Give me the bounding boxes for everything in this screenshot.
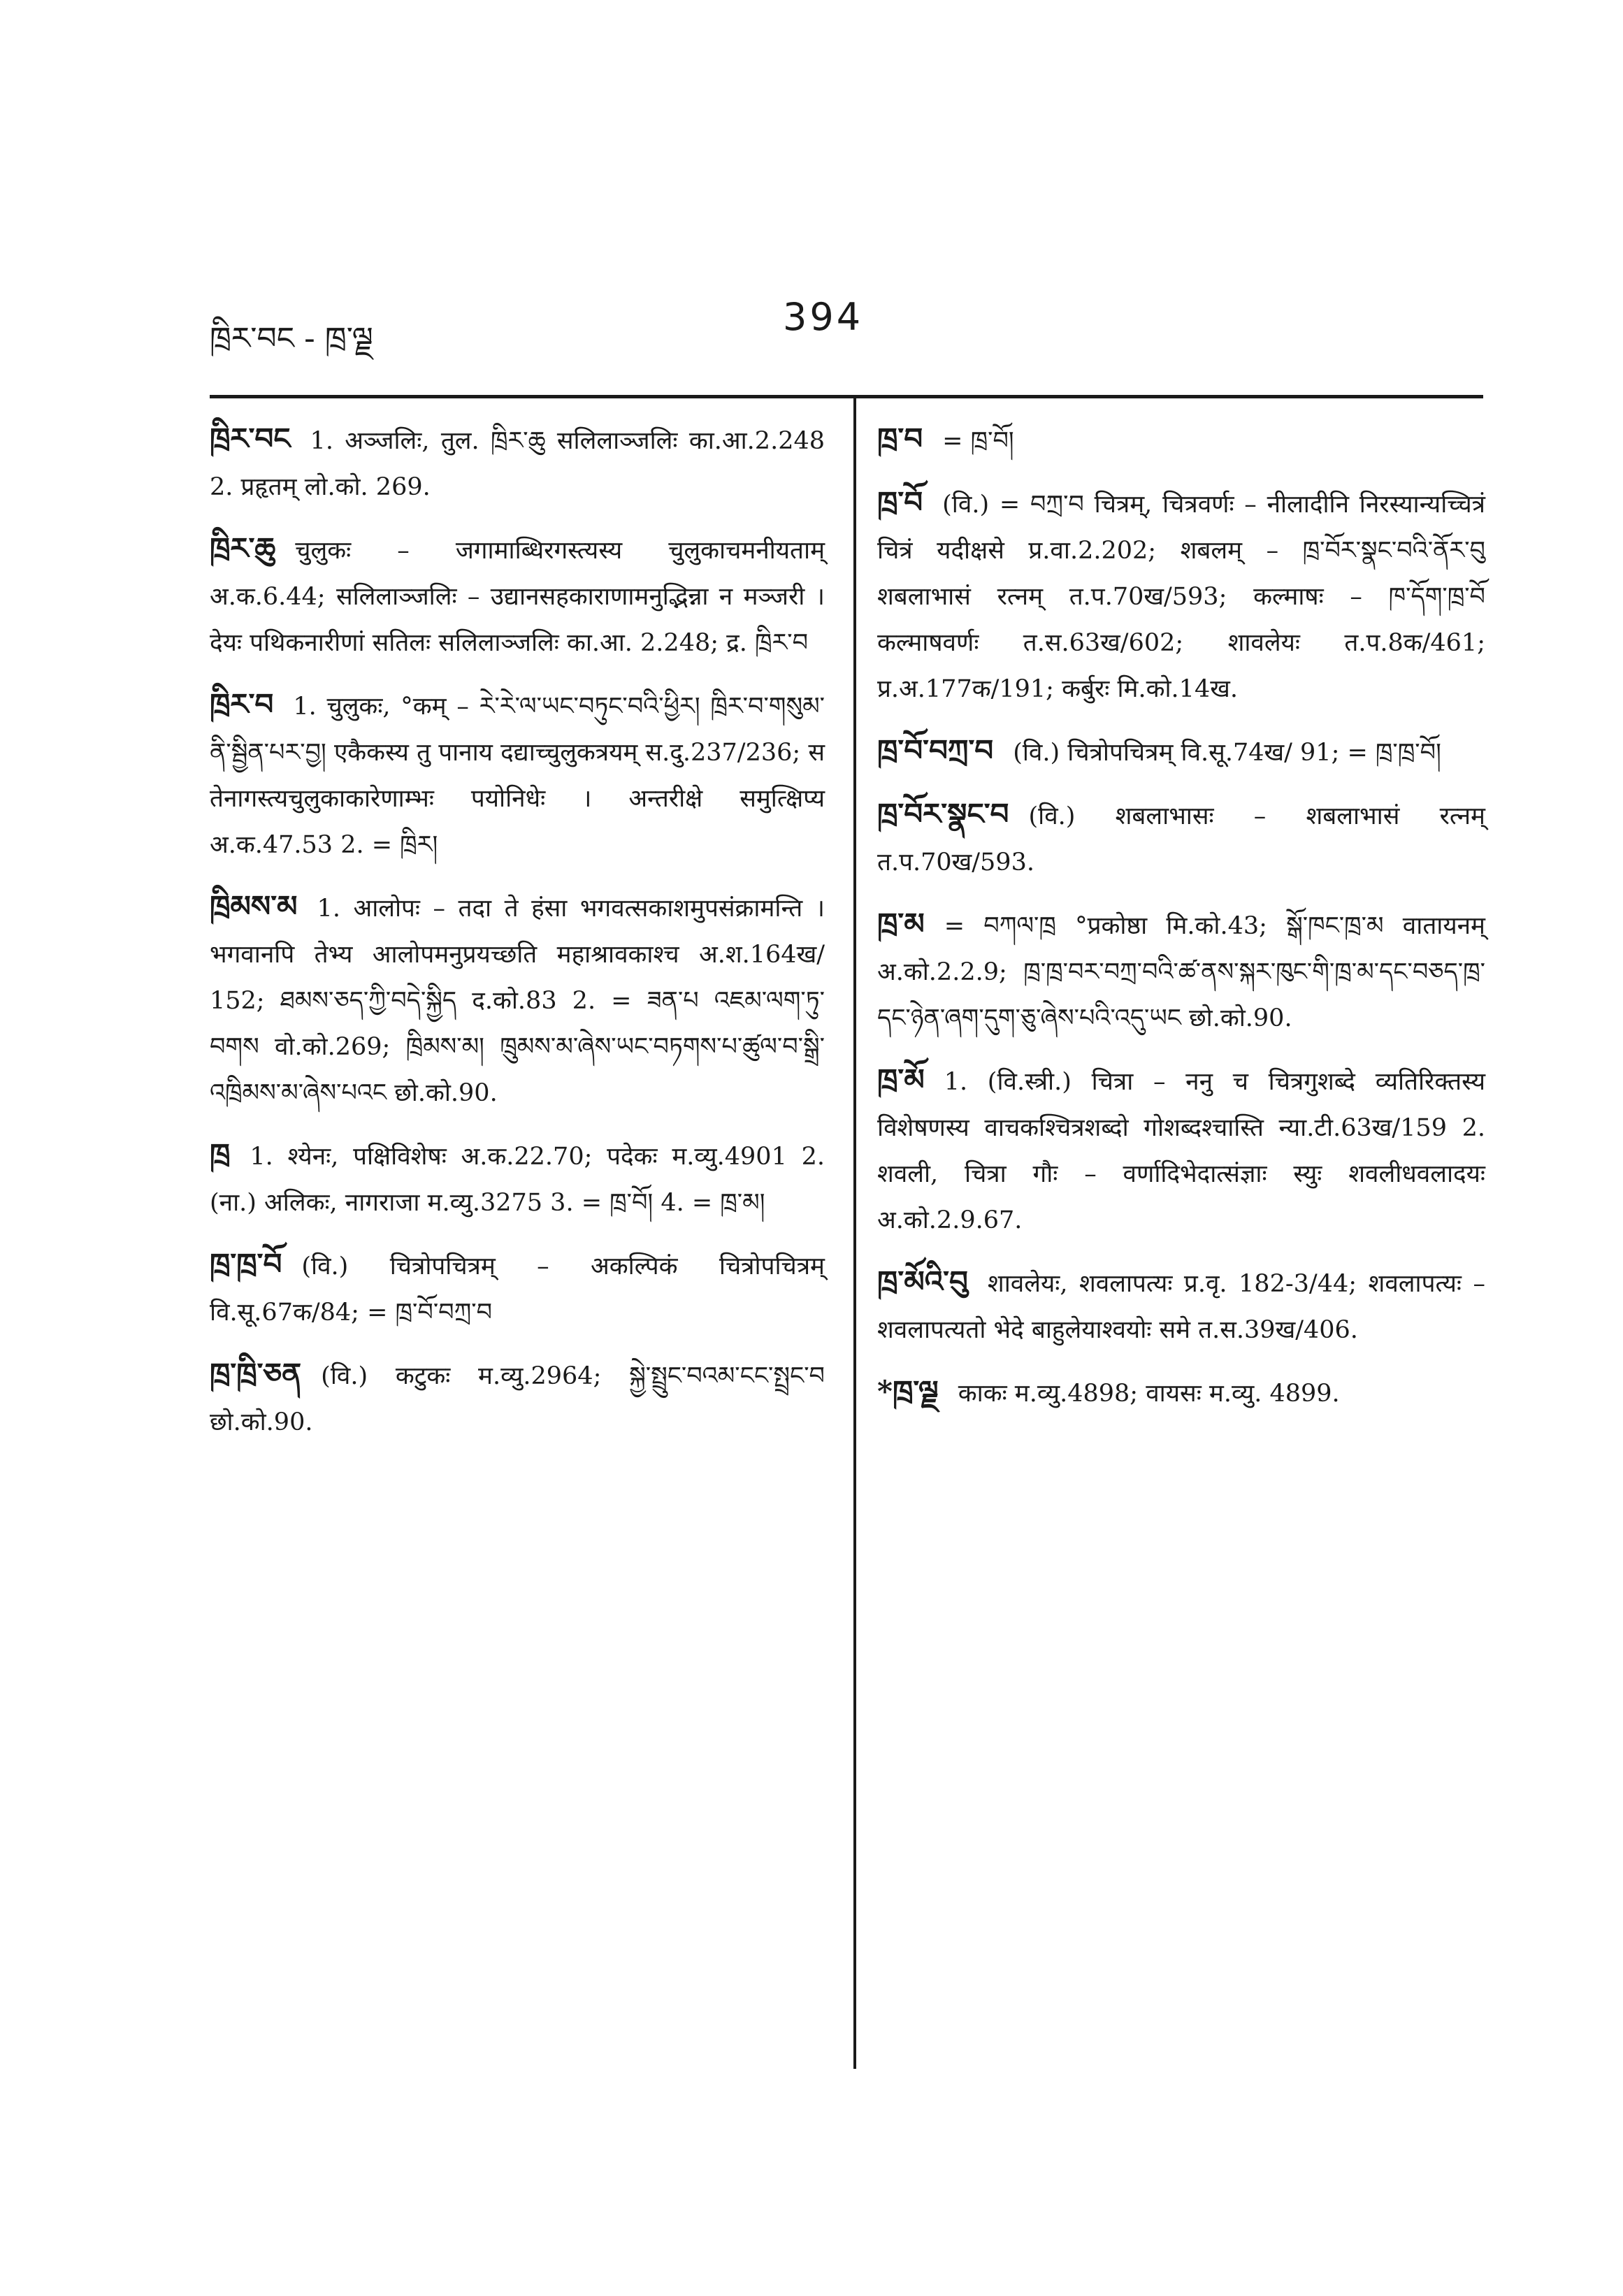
entry-body: 1. अञ्जलिः, तुल. ཁྲིར་ཆུ सलिलाञ्जलिः का.आ.2.248 2. प्रहृतम् लो.को. 269. (210, 427, 825, 501)
entry-headword: ཁྲ (210, 1137, 231, 1171)
entry-body: (वि.) चित्रोपचित्रम् – अकल्पिकं चित्रोपचित्रम् वि.सू.67क/84; = ཁྲ་བོ་བཀྲ་བ (210, 1252, 825, 1327)
entry-body: = བཀལ་ཁྲ °प्रकोष्ठा मि.को.43; སྒོ་ཁང་ཁྲ་མ वातायनम् अ.को.2.2.9; ཁྲ་ཁྲ་བར་བཀྲ་བའི་ཚ་ནས་སྐར་ཁུང་གི་ཁྲ་མ་དང་བཅད་ཁྲ་དང་ཉེན་ཞག་དུག་ཅུ་ཞེས་པའི་འདུ་ཡང छो.को.90. (877, 912, 1485, 1032)
dictionary-entry (210, 681, 825, 868)
entry-body: (वि.) शबलाभासः – शबलाभासं रत्नम् त.प.70ख/593. (877, 802, 1485, 876)
entry-body: = ཁྲ་བོ། (942, 427, 1014, 455)
dictionary-entry (877, 416, 1485, 464)
running-head: ཁྲིར་བང - ཁྲ་ལྗ (210, 321, 373, 356)
entry-body: चुलुकः – जगामाब्धिरगस्त्यस्य चुलुकाचमनीयताम् अ.क.6.44; सलिलाञ्जलिः – उद्यानसहकाराणामनुद्भिन्ना न मञ्जरी । देयः पथिकनारीणां सतिलः सलिलाञ्जलिः का.आ. 2.248; द्र. ཁྲིར་བ (210, 537, 825, 657)
dictionary-entry (210, 1132, 825, 1226)
dictionary-entry (877, 1369, 1485, 1417)
entry-marker: * (877, 1374, 893, 1408)
entry-body: 1. (वि.स्त्री.) चित्रा – ननु च चित्रगुशब्दे व्यतिरिक्तस्य विशेषणस्य वाचकश्चित्रशब्दो गोशब्दश्चास्ति न्या.टी.63ख/159 2. शवली, चित्रा गौः – वर्णादिभेदात्संज्ञाः स्युः शवलीधवलादयः अ.को.2.9.67. (877, 1068, 1485, 1234)
entry-headword: ཁྲིམས་མ (210, 889, 298, 923)
dictionary-entry (210, 416, 825, 510)
entry-headword: ཁྲ་མོ (877, 1062, 925, 1097)
page-number: 394 (783, 295, 864, 339)
entry-headword: ཁྲ་བོ་བཀྲ་བ (877, 733, 994, 767)
dictionary-entry (877, 791, 1485, 886)
dictionary-entry (210, 1351, 825, 1445)
header-rule (210, 395, 1483, 398)
entry-headword: ཁྲ་བོ (877, 485, 923, 519)
column-divider (853, 398, 856, 2069)
entry-headword: ཁྲ་མ (877, 907, 925, 941)
entry-body: शावलेयः, शवलापत्यः प्र.वृ. 182-3/44; शवलापत्यः – शवलापत्यतो भेदे बाहुलेयाश्वयोः समे त.स.39ख/406. (877, 1270, 1485, 1344)
entry-body: 1. श्येनः, पक्षिविशेषः अ.क.22.70; पदेकः म.व्यु.4901 2. (ना.) अलिकः, नागराजा म.व्यु.3275 3. = ཁྲ་བོ། 4. = ཁྲ་མ། (210, 1143, 825, 1217)
entry-body: (वि.) कटुकः म.व्यु.2964; སྐྱེ་སྤྲུང་བའམ་ངང་སྤྲང་བ छो.को.90. (210, 1362, 825, 1436)
dictionary-entry (877, 728, 1485, 776)
entry-headword: ཁྲ་བ (877, 421, 923, 456)
dictionary-entry (210, 883, 825, 1116)
dictionary-entry (877, 479, 1485, 712)
dictionary-entry (210, 1241, 825, 1336)
right-column (877, 416, 1485, 1432)
entry-headword: ཁྲ་ཁྲ་བོ (210, 1247, 282, 1281)
entry-body: (वि.) चित्रोपचित्रम् वि.सू.74ख/ 91; = ཁྲ་ཁྲ་བོ། (1013, 739, 1441, 767)
entry-body: काकः म.व्यु.4898; वायसः म.व्यु. 4899. (958, 1380, 1340, 1408)
entry-headword: ཁྲིར་བ (210, 687, 274, 721)
entry-headword: ཁྲ་ཁྲི་ཅན (210, 1357, 302, 1391)
entry-headword: ཁྲ་བོར་སྣང་བ (877, 797, 1009, 831)
left-column (210, 416, 825, 1461)
entry-headword: ཁྲ་ལྗ (892, 1374, 939, 1408)
entry-headword: ཁྲིར་ཆུ (210, 531, 276, 565)
dictionary-entry (877, 901, 1485, 1041)
entry-headword: ཁྲིར་བང (210, 421, 291, 456)
dictionary-entry (210, 526, 825, 666)
entry-body: 1. आलोपः – तदा ते हंसा भगवत्सकाशमुपसंक्रामन्ति । भगवानपि तेभ्य आलोपमनुप्रयच्छति महाश्रावकाश्च अ.श.164ख/ 152; ཐམས་ཅད་ཀྱི་བདེ་སྐྱིད द.को.83 2. = ཟན་པ འཇམ་ལག་ཏུ་བགས वो.को.269; ཁྲིམས་མ། ཁྲུམས་མ་ཞེས་ཡང་བཏགས་པ་ཚུལ་བ་སྒྲི་འཁྲིམས་མ་ཞེས་པའང छो.को.90. (210, 895, 825, 1107)
entry-headword: ཁྲ་མོའི་བུ (877, 1264, 968, 1299)
dictionary-entry (877, 1259, 1485, 1353)
entry-body: 1. चुलुकः, °कम् – རེ་རེ་ལ་ཡང་བཏུང་བའི་ཕྱིར། ཁྲིར་བ་གསུམ་ནི་སྦྱིན་པར་བྱ། एकैकस्य तु पानाय दद्याच्चुलुकत्रयम् स.दु.237/236; स तेनागस्त्यचुलुकाकारेणाम्भः पयोनिधेः । अन्तरीक्षे समुत्क्षिप्य अ.क.47.53 2. = ཁྲིར། (210, 693, 825, 859)
dictionary-entry (877, 1057, 1485, 1243)
entry-body: (वि.) = བཀྲ་བ चित्रम्, चित्रवर्णः – नीलादीनि निरस्यान्यच्चित्रं चित्रं यदीक्षसे प्र.वा.2.202; शबलम् – ཁྲ་བོར་སྣང་བའི་ནོར་བུ शबलाभासं रत्नम् त.प.70ख/593; कल्माषः – ཁ་དོག་ཁྲ་བོ कल्माषवर्णः त.स.63ख/602; शावलेयः त.प.8क/461; प्र.अ.177क/191; कर्बुरः मि.को.14ख. (877, 491, 1485, 703)
